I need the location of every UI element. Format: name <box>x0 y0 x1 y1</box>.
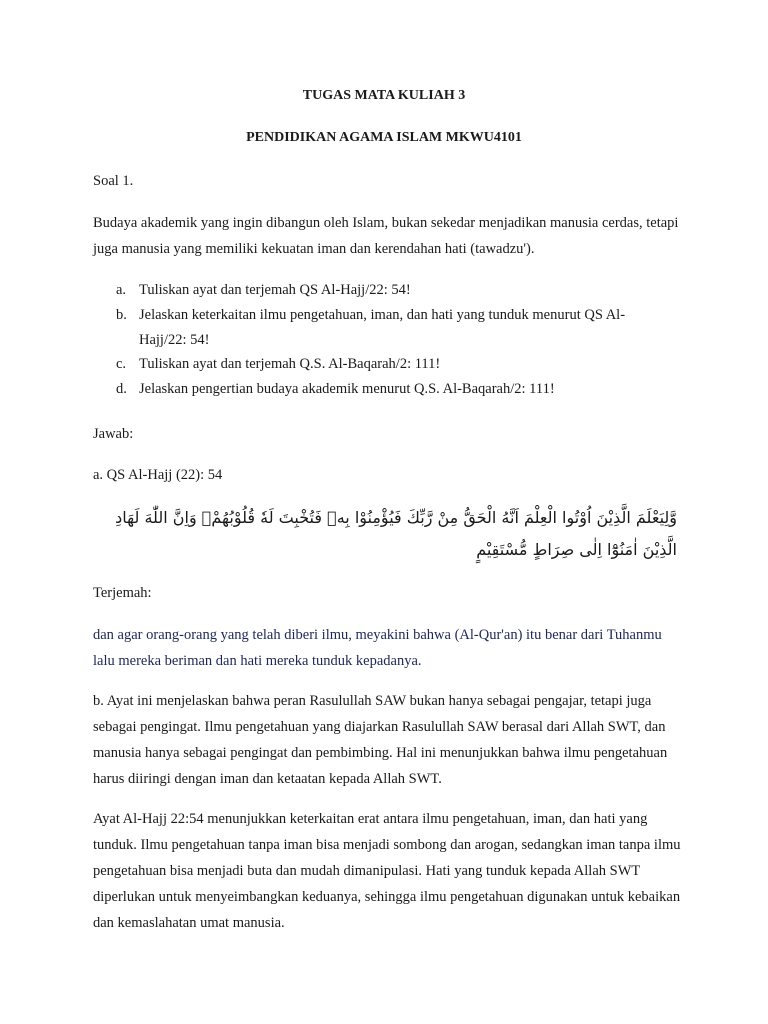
course-subtitle: PENDIDIKAN AGAMA ISLAM MKWU4101 <box>246 130 522 145</box>
jawab-label: Jawab: <box>93 426 134 442</box>
question-item: Jelaskan pengertian budaya akademik menurut Q.S. Al-Baqarah/2: 111! <box>139 381 555 397</box>
answer-b-paragraph: b. Ayat ini menjelaskan bahwa peran Rasulullah SAW bukan hanya sebagai pengajar, tetapi juga sebagai pengingat. Ilmu pengetahuan yang diajarkan Rasulullah SAW berasal dari Allah SWT, dan manusia hanya sebagai pengingat dan pembimbing. Hal ini menunjukkan bahwa ilmu pengetahuan harus diiringi dengan iman dan ketaatan kepada Allah SWT. <box>93 693 668 787</box>
answer-b-paragraph-2: Ayat Al-Hajj 22:54 menunjukkan keterkaitan erat antara ilmu pengetahuan, iman, dan hati yang tunduk. Ilmu pengetahuan tanpa iman bisa menjadi sombong dan arogan, sedangkan iman tanpa ilmu pengetahuan bisa menjadi buta dan mudah dimanipulasi. Hati yang tunduk kepada Allah SWT diperlukan untuk menyeimbangkan keduanya, sehingga ilmu pengetahuan digunakan untuk kebaikan dan kemaslahatan umat manusia. <box>93 811 681 931</box>
question-letter: d. <box>116 381 127 397</box>
terjemah-label: Terjemah: <box>93 585 152 601</box>
answer-a-heading: a. QS Al-Hajj (22): 54 <box>93 467 223 483</box>
question-item: Tuliskan ayat dan terjemah QS Al-Hajj/22: 54! <box>139 282 411 298</box>
question-letter: a. <box>116 282 127 298</box>
question-letter: c. <box>116 356 127 372</box>
question-item: Jelaskan keterkaitan ilmu pengetahuan, iman, dan hati yang tunduk menurut QS Al-Hajj/22: 54! <box>139 307 626 348</box>
arabic-verse: وَّلِيَعْلَمَ الَّذِيْنَ اُوْتُوا الْعِلْمَ اَنَّهُ الْحَقُّ مِنْ رَّبِّكَ فَيُؤْمِنُوْا بِهٖ فَتُخْبِتَ لَهٗ قُلُوْبُهُمْۗ وَاِنَّ اللّٰهَ لَهَادِ الَّذِيْنَ اٰمَنُوْٓا اِلٰى صِرَاطٍ مُّسْتَقِيْمٍ <box>115 508 677 559</box>
document-title: TUGAS MATA KULIAH 3 <box>302 88 466 103</box>
intro-paragraph: Budaya akademik yang ingin dibangun oleh Islam, bukan sekedar menjadikan manusia cerdas, tetapi juga manusia yang memiliki kekuatan iman dan kerendahan hati (tawadzu'). <box>93 215 679 257</box>
question-item: Tuliskan ayat dan terjemah Q.S. Al-Baqarah/2: 111! <box>139 356 441 372</box>
soal-label: Soal 1. <box>93 173 134 189</box>
question-letter: b. <box>116 307 127 323</box>
terjemah-text: dan agar orang-orang yang telah diberi ilmu, meyakini bahwa (Al-Qur'an) itu benar dari Tuhanmu lalu mereka beriman dan hati mereka tunduk kepadanya. <box>93 627 662 669</box>
